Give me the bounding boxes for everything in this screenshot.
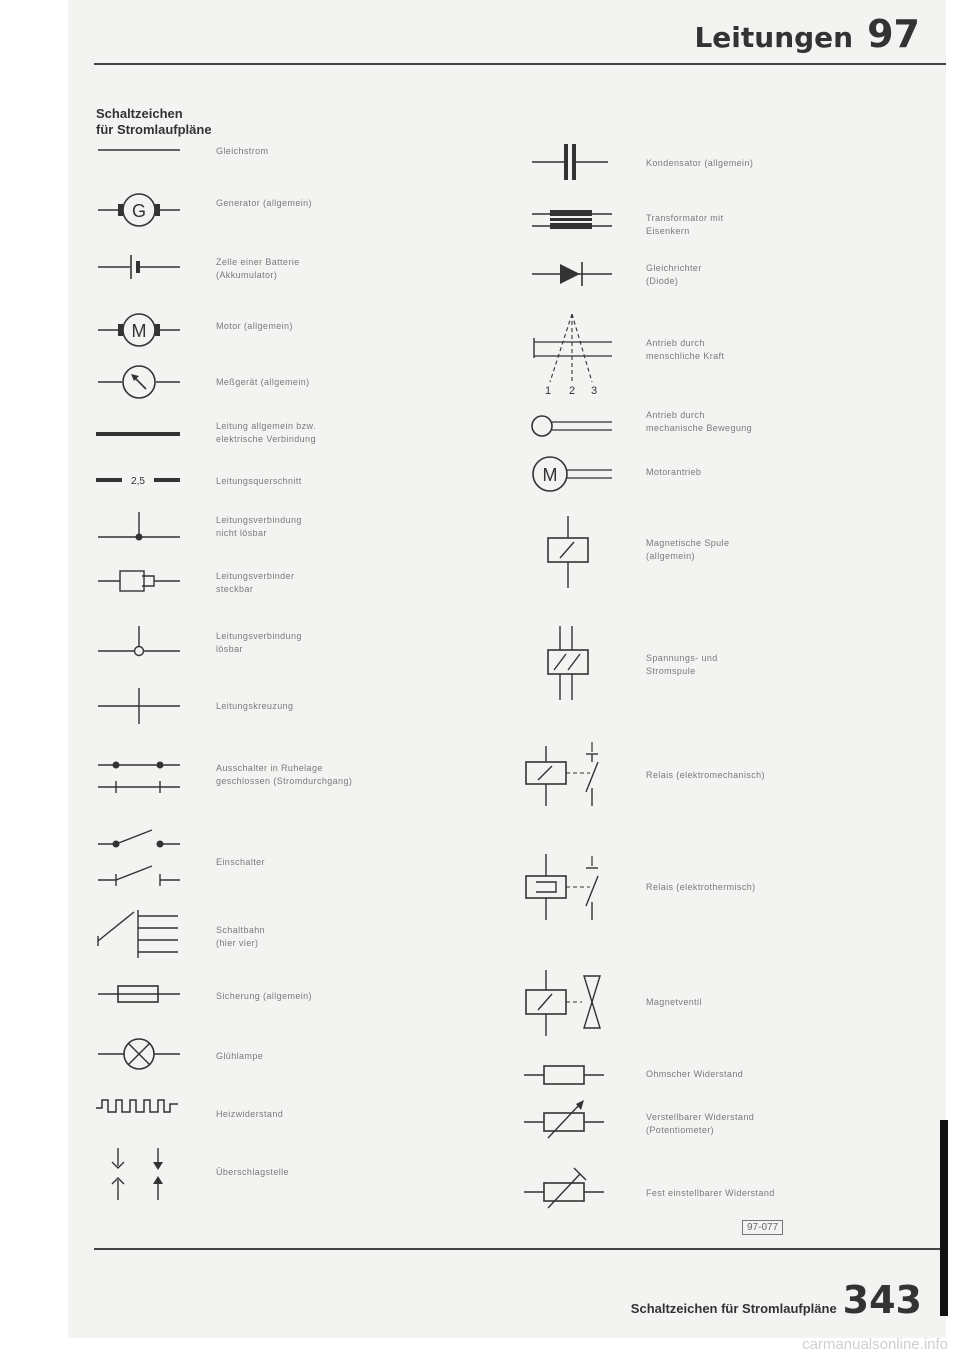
symbol-motor bbox=[94, 308, 184, 352]
symbol-antrieb-mech bbox=[530, 410, 614, 442]
symbol-relais-th bbox=[522, 850, 612, 924]
symbol-querschnitt bbox=[94, 470, 184, 490]
label-ohm: Ohmscher Widerstand bbox=[646, 1069, 744, 1079]
antrieb-number-1: 1 bbox=[544, 385, 552, 397]
label-heizwiderstand: Heizwiderstand bbox=[216, 1109, 284, 1119]
symbol-spannungsspule bbox=[540, 624, 604, 704]
label-magnetventil: Magnetventil bbox=[646, 997, 702, 1007]
label-schaltbahn: Schaltbahn (hier vier) bbox=[216, 925, 266, 948]
label-spannungsspule: Spannungs- und Stromspule bbox=[646, 653, 718, 676]
symbol-verbinder bbox=[94, 566, 184, 596]
antrieb-number-3: 3 bbox=[590, 385, 598, 397]
label-ausschalter: Ausschalter in Ruhelage geschlossen (Stromdurchgang) bbox=[216, 763, 353, 786]
figure-reference: 97-077 bbox=[742, 1220, 783, 1235]
motorantrieb-letter: M bbox=[542, 465, 558, 485]
label-spule: Magnetische Spule (allgemein) bbox=[646, 538, 730, 561]
symbol-antrieb-hand bbox=[530, 310, 614, 398]
symbol-messgeraet bbox=[94, 362, 184, 402]
label-querschnitt: Leitungsquerschnitt bbox=[216, 476, 302, 486]
symbol-transformator bbox=[530, 204, 614, 236]
label-poti: Verstellbarer Widerstand (Potentiometer) bbox=[646, 1112, 755, 1135]
querschnitt-value: 2,5 bbox=[131, 476, 145, 487]
footer-rule bbox=[94, 1248, 940, 1250]
label-verbindung-loesbar: Leitungsverbindung lösbar bbox=[216, 631, 302, 654]
symbol-motorantrieb bbox=[530, 454, 614, 494]
symbol-verbindung-fest bbox=[94, 510, 184, 546]
label-ueberschlag: Überschlagstelle bbox=[216, 1167, 289, 1177]
manual-page bbox=[68, 0, 946, 1338]
edge-marker-bar bbox=[940, 1120, 948, 1316]
symbol-ohm bbox=[522, 1062, 606, 1088]
page-header bbox=[694, 12, 920, 56]
symbol-schaltbahn bbox=[94, 906, 184, 962]
label-messgeraet: Meßgerät (allgemein) bbox=[216, 377, 310, 387]
symbol-einschalter bbox=[94, 822, 184, 892]
label-motor: Motor (allgemein) bbox=[216, 321, 293, 331]
symbol-spule bbox=[540, 514, 604, 590]
label-leitung: Leitung allgemein bzw. elektrische Verbindung bbox=[216, 421, 316, 444]
symbol-generator bbox=[94, 188, 184, 232]
section-title-line2: für Stromlaufpläne bbox=[96, 122, 212, 137]
watermark: carmanualsonline.info bbox=[802, 1336, 948, 1353]
header-chapter: 97 bbox=[867, 12, 920, 56]
footer-title: Schaltzeichen für Stromlaufpläne bbox=[630, 1301, 837, 1316]
label-sicherung: Sicherung (allgemein) bbox=[216, 991, 312, 1001]
symbol-leitung bbox=[94, 426, 184, 442]
label-relais-em: Relais (elektromechanisch) bbox=[646, 770, 765, 780]
symbol-poti bbox=[522, 1098, 606, 1142]
label-relais-th: Relais (elektrothermisch) bbox=[646, 882, 756, 892]
label-antrieb-mech: Antrieb durch mechanische Bewegung bbox=[646, 410, 753, 433]
symbol-gluehlampe bbox=[94, 1034, 184, 1074]
section-title bbox=[96, 106, 212, 138]
label-kondensator: Kondensator (allgemein) bbox=[646, 158, 754, 168]
symbol-relais-em bbox=[522, 736, 612, 810]
symbol-gleichrichter bbox=[530, 258, 614, 290]
symbol-kreuzung bbox=[94, 686, 184, 726]
label-einschalter: Einschalter bbox=[216, 857, 265, 867]
antrieb-number-2: 2 bbox=[568, 385, 576, 397]
symbol-verbindung-loesbar bbox=[94, 624, 184, 660]
label-verbinder: Leitungsverbinder steckbar bbox=[216, 571, 295, 594]
symbol-zelle bbox=[94, 252, 184, 282]
label-verbindung-fest: Leitungsverbindung nicht lösbar bbox=[216, 515, 302, 538]
label-gleichstrom: Gleichstrom bbox=[216, 146, 269, 156]
symbol-ueberschlag bbox=[100, 1144, 180, 1204]
symbol-fest bbox=[522, 1164, 606, 1212]
symbol-magnetventil bbox=[522, 968, 612, 1040]
section-title-line1: Schaltzeichen bbox=[96, 106, 183, 121]
header-rule bbox=[94, 63, 946, 65]
symbol-sicherung bbox=[94, 982, 184, 1006]
label-antrieb-hand: Antrieb durch menschliche Kraft bbox=[646, 338, 725, 361]
label-generator: Generator (allgemein) bbox=[216, 198, 312, 208]
page-footer bbox=[631, 1278, 922, 1322]
header-title: Leitungen bbox=[694, 21, 854, 54]
symbol-ausschalter bbox=[94, 756, 184, 796]
page-number: 343 bbox=[842, 1278, 922, 1322]
label-kreuzung: Leitungskreuzung bbox=[216, 701, 294, 711]
symbol-heizwiderstand bbox=[94, 1094, 184, 1120]
symbol-gleichstrom bbox=[94, 140, 184, 160]
label-gleichrichter: Gleichrichter (Diode) bbox=[646, 263, 702, 286]
label-transformator: Transformator mit Eisenkern bbox=[646, 213, 724, 236]
label-fest: Fest einstellbarer Widerstand bbox=[646, 1188, 775, 1198]
label-gluehlampe: Glühlampe bbox=[216, 1051, 264, 1061]
generator-letter: G bbox=[131, 201, 147, 221]
label-zelle: Zelle einer Batterie (Akkumulator) bbox=[216, 257, 300, 280]
label-motorantrieb: Motorantrieb bbox=[646, 467, 702, 477]
motor-letter: M bbox=[131, 321, 147, 341]
symbol-kondensator bbox=[530, 140, 610, 184]
